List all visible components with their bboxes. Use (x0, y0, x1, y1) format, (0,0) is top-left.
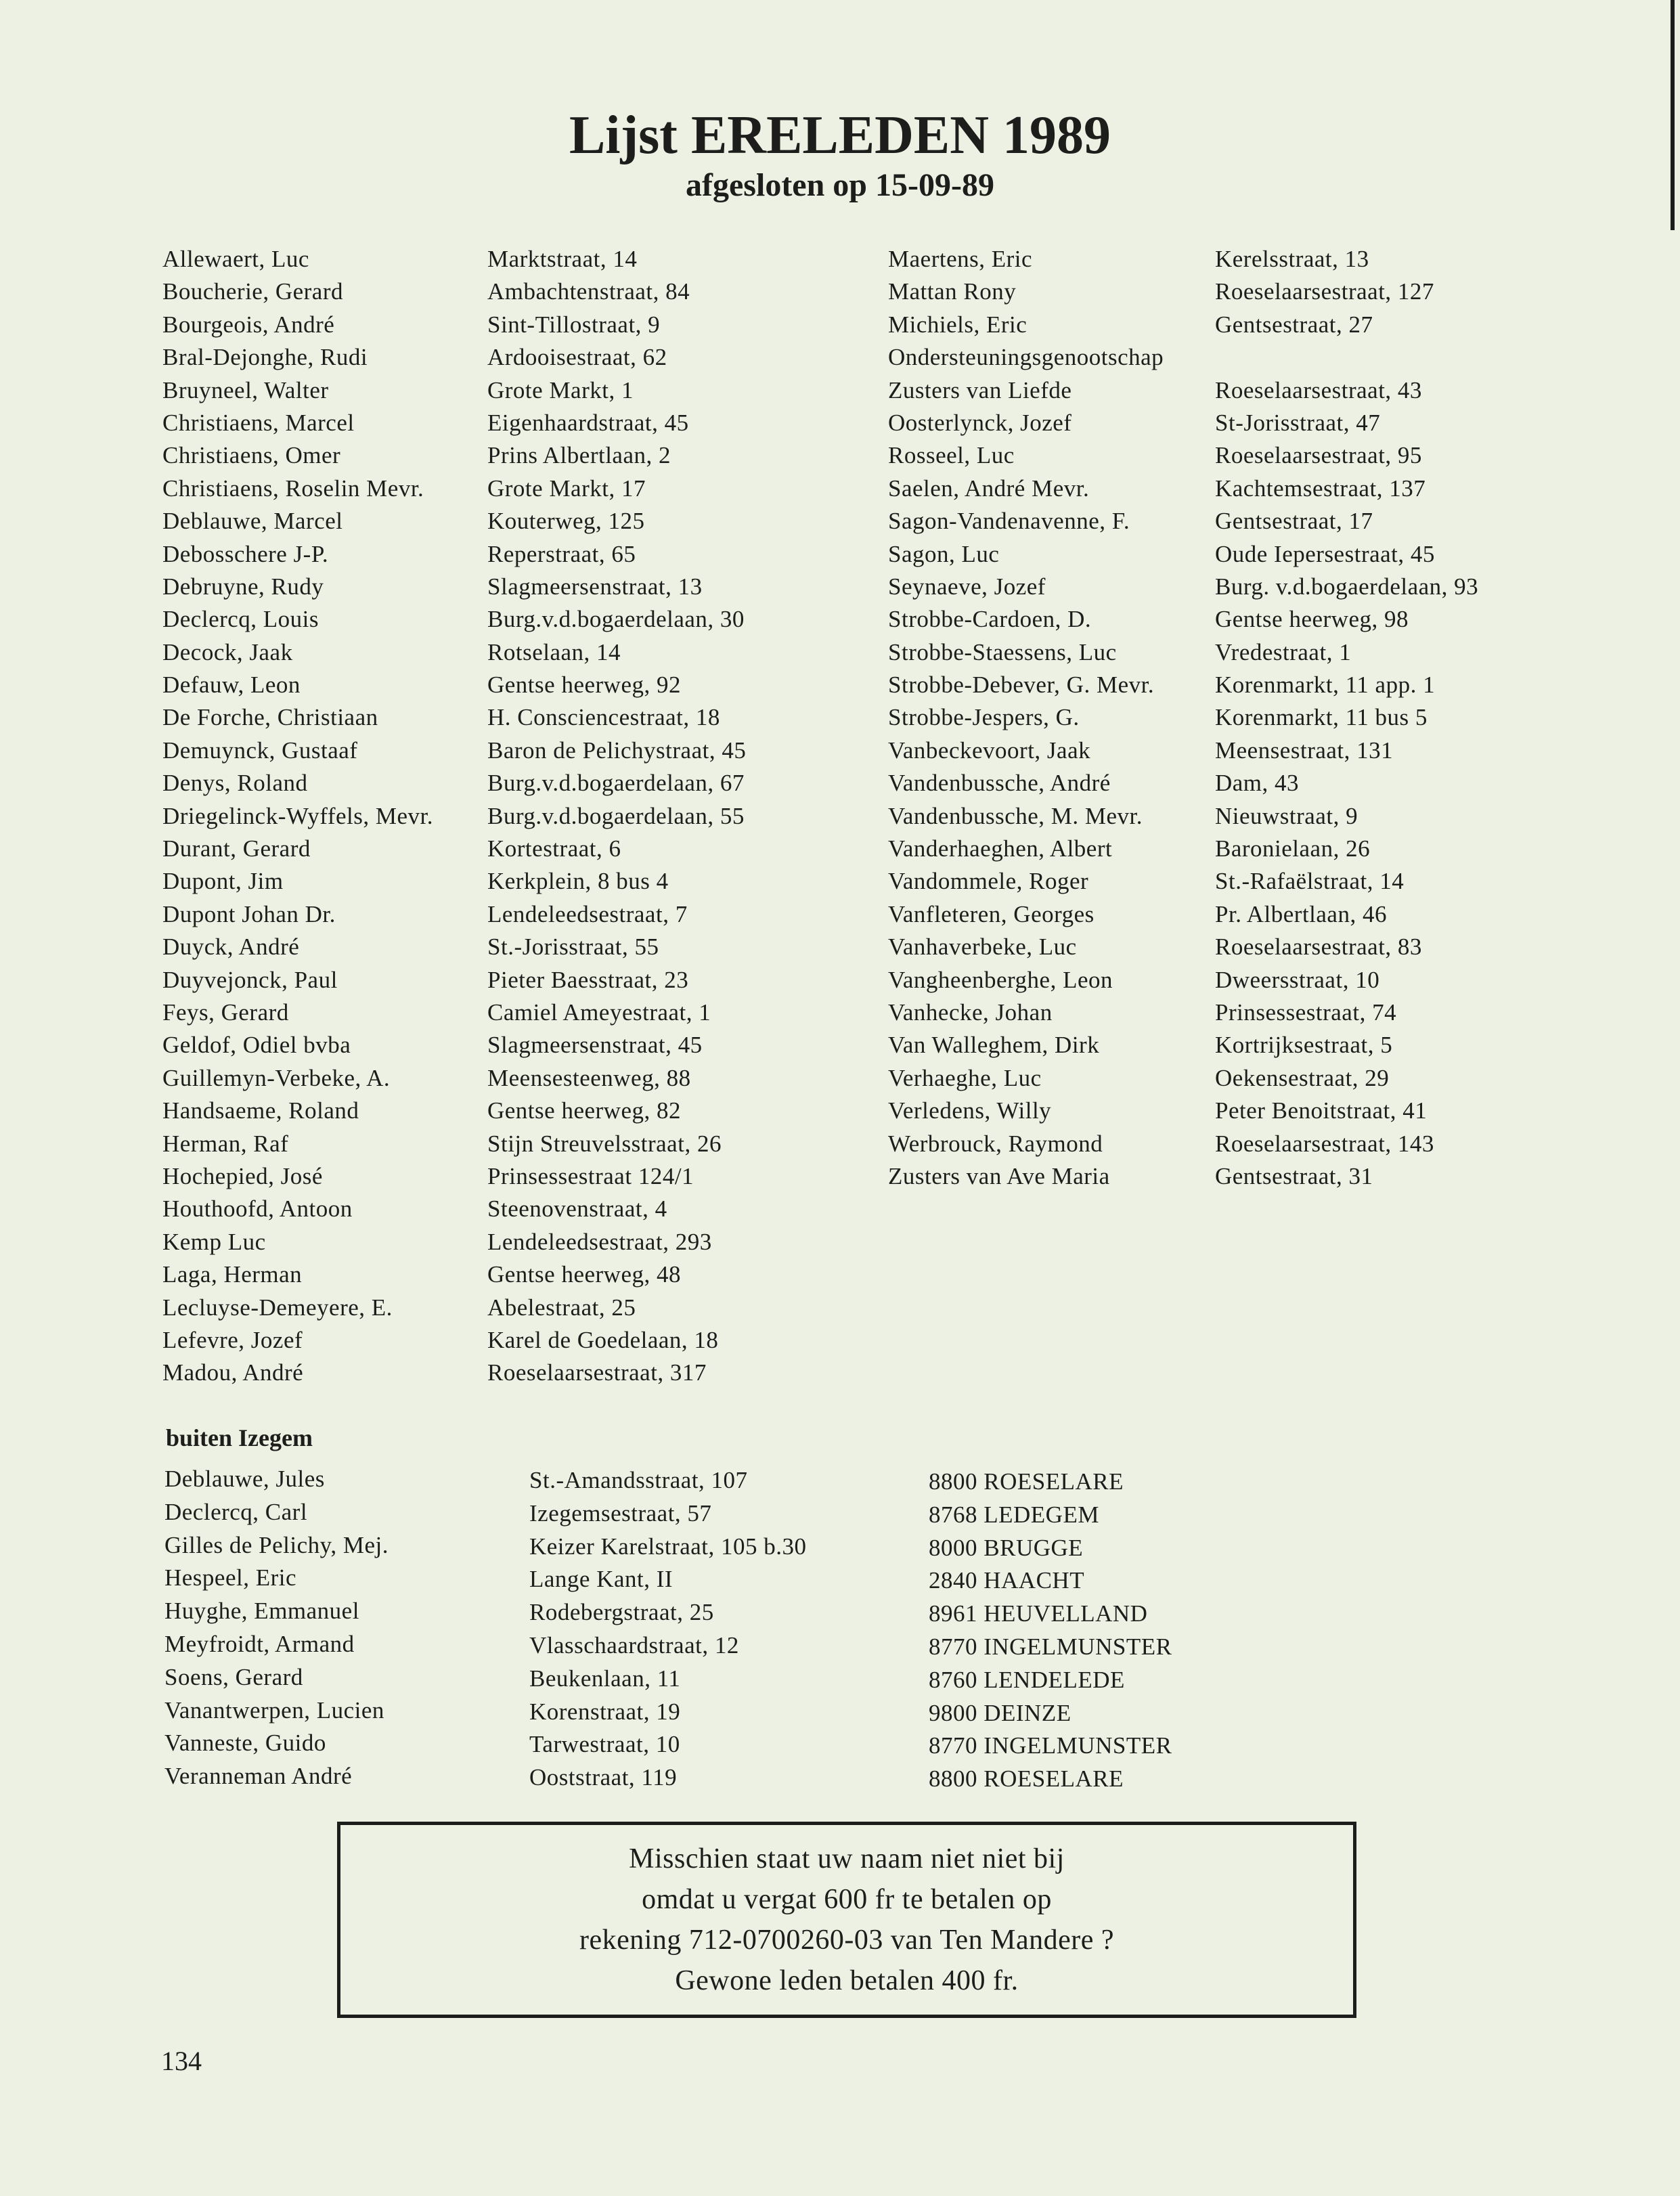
member-name: Van Walleghem, Dirk (888, 1032, 1100, 1059)
member-address: Prins Albertlaan, 2 (487, 442, 671, 469)
member-name: Deblauwe, Marcel (162, 508, 343, 535)
member-name: Hochepied, José (162, 1162, 323, 1189)
notice-line: Misschien staat uw naam niet niet bij (629, 1843, 1065, 1874)
member-name: Maertens, Eric (888, 246, 1033, 272)
outside-member-name: Deblauwe, Jules (164, 1466, 325, 1492)
member-address: Slagmeersenstraat, 13 (487, 573, 703, 600)
outside-member-name: Hespeel, Eric (164, 1564, 297, 1591)
outside-member-name: Vanneste, Guido (164, 1730, 326, 1757)
member-name: Verledens, Willy (888, 1097, 1052, 1124)
member-address: Meensestraat, 131 (1215, 737, 1394, 764)
member-address: Karel de Goedelaan, 18 (487, 1326, 719, 1353)
notice-line: omdat u vergat 600 fr te betalen op (642, 1884, 1052, 1915)
member-address: Grote Markt, 17 (487, 475, 646, 502)
members-names-column-2 (888, 243, 1164, 1193)
member-name: Michiels, Eric (888, 311, 1027, 338)
member-address: Gentse heerweg, 98 (1215, 606, 1409, 633)
member-address: Peter Benoitstraat, 41 (1215, 1097, 1428, 1124)
page-subtitle: afgesloten op 15-09-89 (686, 167, 994, 203)
member-name: Debruyne, Rudy (162, 573, 324, 600)
outside-member-city: 8768 LEDEGEM (929, 1501, 1099, 1528)
member-address: Lendeleedsestraat, 293 (487, 1228, 712, 1255)
notice-line: rekening 712-0700260-03 van Ten Mandere ? (579, 1925, 1115, 1956)
member-address: Gentse heerweg, 82 (487, 1097, 681, 1124)
member-name: Christiaens, Roselin Mevr. (162, 475, 424, 502)
member-address: Gentsestraat, 17 (1215, 508, 1373, 535)
section-heading-outside: buiten Izegem (166, 1424, 313, 1451)
member-name: Madou, André (162, 1359, 304, 1386)
member-name: Strobbe-Debever, G. Mevr. (888, 672, 1155, 699)
member-name: Strobbe-Jespers, G. (888, 704, 1080, 731)
outside-member-city: 8760 LENDELEDE (929, 1666, 1125, 1693)
member-address: Camiel Ameyestraat, 1 (487, 998, 711, 1026)
member-name: Denys, Roland (162, 770, 308, 797)
member-address: Kerkplein, 8 bus 4 (487, 868, 669, 895)
member-address: Ardooisestraat, 62 (487, 344, 667, 371)
member-name: Lefevre, Jozef (162, 1326, 303, 1353)
page-title: Lijst ERELEDEN 1989 (569, 106, 1111, 165)
member-address: Abelestraat, 25 (487, 1294, 636, 1321)
outside-member-name: Gilles de Pelichy, Mej. (164, 1531, 389, 1558)
outside-member-name: Vanantwerpen, Lucien (164, 1696, 384, 1723)
member-address: Gentse heerweg, 92 (487, 672, 681, 699)
member-address: St.-Jorisstraat, 55 (487, 934, 659, 961)
member-name: Ondersteuningsgenootschap (888, 344, 1164, 371)
member-address: Kortestraat, 6 (487, 835, 621, 862)
member-name: Demuynck, Gustaaf (162, 737, 358, 764)
outside-member-address: Vlasschaardstraat, 12 (529, 1631, 739, 1659)
member-address: Gentsestraat, 27 (1215, 311, 1373, 338)
member-name: Duyck, André (162, 934, 300, 961)
outside-member-address: Rodebergstraat, 25 (529, 1599, 714, 1626)
member-name: Guillemyn-Verbeke, A. (162, 1064, 391, 1091)
outside-member-name: Declercq, Carl (164, 1498, 308, 1525)
member-address: Baronielaan, 26 (1215, 835, 1371, 862)
outside-member-city: 8770 INGELMUNSTER (929, 1633, 1172, 1660)
member-name: Vanhecke, Johan (888, 998, 1053, 1026)
member-name: Vanbeckevoort, Jaak (888, 737, 1091, 764)
member-address: Kouterweg, 125 (487, 508, 645, 535)
member-address: Roeselaarsestraat, 127 (1215, 278, 1434, 305)
outside-member-city: 8800 ROESELARE (929, 1765, 1124, 1793)
member-address: Rotselaan, 14 (487, 638, 621, 665)
member-name: Strobbe-Staessens, Luc (888, 638, 1117, 665)
member-name: Handsaeme, Roland (162, 1097, 359, 1124)
outside-member-address: Keizer Karelstraat, 105 b.30 (529, 1533, 807, 1560)
member-name: Debosschere J-P. (162, 540, 329, 567)
member-address: Sint-Tillostraat, 9 (487, 311, 661, 338)
outside-member-address: Izegemsestraat, 57 (529, 1499, 712, 1527)
members-addresses-column-2 (1215, 243, 1478, 1193)
member-name: Zusters van Ave Maria (888, 1162, 1110, 1189)
outside-member-address: Korenstraat, 19 (529, 1698, 681, 1725)
members-addresses-column-1 (487, 243, 746, 1390)
outside-member-city: 8000 BRUGGE (929, 1534, 1084, 1561)
member-name: Zusters van Liefde (888, 376, 1072, 403)
member-address: Dam, 43 (1215, 770, 1300, 797)
member-name: Allewaert, Luc (162, 246, 309, 272)
member-address: Burg. v.d.bogaerdelaan, 93 (1215, 573, 1479, 600)
member-address: Steenovenstraat, 4 (487, 1195, 667, 1223)
member-address: Oekensestraat, 29 (1215, 1064, 1390, 1091)
member-name: De Forche, Christiaan (162, 704, 378, 731)
member-name: Bral-Dejonghe, Rudi (162, 344, 368, 371)
member-address: Roeselaarsestraat, 43 (1215, 376, 1422, 403)
page-number: 134 (161, 2046, 202, 2076)
outside-member-address: Lange Kant, II (529, 1566, 673, 1593)
member-address: Reperstraat, 65 (487, 540, 636, 567)
member-address: Roeselaarsestraat, 317 (487, 1359, 707, 1386)
member-name: Houthoofd, Antoon (162, 1195, 353, 1223)
member-name: Rosseel, Luc (888, 442, 1015, 469)
member-address: Burg.v.d.bogaerdelaan, 55 (487, 802, 745, 829)
member-address: Kerelsstraat, 13 (1215, 246, 1369, 272)
member-name: Durant, Gerard (162, 835, 311, 862)
member-address: Kachtemsestraat, 137 (1215, 475, 1426, 502)
member-name: Werbrouck, Raymond (888, 1130, 1103, 1157)
member-address: Grote Markt, 1 (487, 376, 634, 403)
outside-member-name: Huyghe, Emmanuel (164, 1598, 359, 1625)
members-names-column-1 (162, 243, 433, 1390)
payment-notice-box (337, 1822, 1356, 2018)
member-address: Prinsessestraat, 74 (1215, 998, 1397, 1026)
member-address: Pieter Baesstraat, 23 (487, 966, 689, 993)
member-name: Saelen, André Mevr. (888, 475, 1090, 502)
outside-member-address: Tarwestraat, 10 (529, 1731, 680, 1758)
member-name: Vandenbussche, M. Mevr. (888, 802, 1143, 829)
member-name: Lecluyse-Demeyere, E. (162, 1294, 393, 1321)
member-address: Marktstraat, 14 (487, 246, 638, 272)
member-name: Christiaens, Marcel (162, 409, 355, 436)
outside-member-name: Soens, Gerard (164, 1663, 303, 1690)
member-name: Verhaeghe, Luc (888, 1064, 1042, 1091)
member-name: Herman, Raf (162, 1130, 289, 1157)
member-address: St-Jorisstraat, 47 (1215, 409, 1381, 436)
outside-cities-column (929, 1466, 1172, 1796)
member-name: Bruyneel, Walter (162, 376, 329, 403)
member-address: Nieuwstraat, 9 (1215, 802, 1358, 829)
outside-member-name: Meyfroidt, Armand (164, 1630, 355, 1657)
member-name: Seynaeve, Jozef (888, 573, 1046, 600)
member-name: Oosterlynck, Jozef (888, 409, 1072, 436)
member-address: Roeselaarsestraat, 83 (1215, 934, 1422, 961)
member-name: Geldof, Odiel bvba (162, 1032, 351, 1059)
member-address: Gentse heerweg, 48 (487, 1261, 681, 1288)
member-address: Korenmarkt, 11 app. 1 (1215, 672, 1436, 699)
member-name: Sagon-Vandenavenne, F. (888, 508, 1130, 535)
member-name: Dupont, Jim (162, 868, 284, 895)
member-address: Slagmeersenstraat, 45 (487, 1032, 703, 1059)
outside-member-city: 8961 HEUVELLAND (929, 1600, 1148, 1627)
member-address: Dweersstraat, 10 (1215, 966, 1380, 993)
member-address: Prinsessestraat 124/1 (487, 1162, 694, 1189)
member-address: Stijn Streuvelsstraat, 26 (487, 1130, 722, 1157)
member-address: Korenmarkt, 11 bus 5 (1215, 704, 1428, 731)
member-name: Vandenbussche, André (888, 770, 1111, 797)
member-name: Vanfleteren, Georges (888, 900, 1095, 927)
member-name: Vangheenberghe, Leon (888, 966, 1113, 993)
member-address: Burg.v.d.bogaerdelaan, 67 (487, 770, 745, 797)
member-name: Vanderhaeghen, Albert (888, 835, 1113, 862)
member-name: Driegelinck-Wyffels, Mevr. (162, 802, 433, 829)
member-address: Roeselaarsestraat, 95 (1215, 442, 1422, 469)
outside-member-city: 8800 ROESELARE (929, 1468, 1124, 1495)
member-name: Dupont Johan Dr. (162, 900, 336, 927)
notice-line: Gewone leden betalen 400 fr. (675, 1965, 1019, 1996)
member-name: Defauw, Leon (162, 672, 301, 699)
outside-member-city: 2840 HAACHT (929, 1567, 1085, 1594)
outside-names-column (164, 1463, 389, 1793)
outside-member-address: Ooststraat, 119 (529, 1764, 678, 1791)
member-name: Laga, Herman (162, 1261, 303, 1288)
member-address: Eigenhaardstraat, 45 (487, 409, 689, 436)
member-address (1215, 341, 1478, 374)
member-name: Christiaens, Omer (162, 442, 341, 469)
member-address: St.-Rafaëlstraat, 14 (1215, 868, 1405, 895)
outside-member-address: St.-Amandsstraat, 107 (529, 1467, 748, 1493)
member-name: Kemp Luc (162, 1228, 266, 1255)
member-address: H. Consciencestraat, 18 (487, 704, 720, 731)
member-address: Oude Iepersestraat, 45 (1215, 540, 1435, 567)
member-address: Kortrijksestraat, 5 (1215, 1032, 1393, 1059)
member-name: Strobbe-Cardoen, D. (888, 606, 1092, 633)
member-name: Vanhaverbeke, Luc (888, 934, 1077, 961)
outside-member-city: 8770 INGELMUNSTER (929, 1732, 1172, 1759)
member-address: Meensesteenweg, 88 (487, 1064, 691, 1091)
member-name: Boucherie, Gerard (162, 278, 343, 305)
member-address: Baron de Pelichystraat, 45 (487, 737, 747, 764)
member-name: Vandommele, Roger (888, 868, 1089, 895)
outside-member-name: Veranneman André (164, 1763, 353, 1790)
member-name: Bourgeois, André (162, 311, 335, 338)
outside-member-address: Beukenlaan, 11 (529, 1665, 681, 1692)
member-address: Gentsestraat, 31 (1215, 1162, 1373, 1189)
member-name: Feys, Gerard (162, 998, 289, 1026)
member-address: Vredestraat, 1 (1215, 638, 1352, 665)
member-name: Declercq, Louis (162, 606, 319, 633)
member-name: Duyvejonck, Paul (162, 966, 338, 993)
member-name: Mattan Rony (888, 278, 1017, 305)
member-address: Pr. Albertlaan, 46 (1215, 900, 1387, 927)
member-address: Ambachtenstraat, 84 (487, 278, 690, 305)
outside-member-city: 9800 DEINZE (929, 1699, 1071, 1726)
outside-addresses-column (529, 1464, 807, 1795)
member-name: Sagon, Luc (888, 540, 1000, 567)
member-address: Roeselaarsestraat, 143 (1215, 1130, 1434, 1157)
member-address: Lendeleedsestraat, 7 (487, 900, 688, 927)
member-name: Decock, Jaak (162, 638, 293, 665)
member-address: Burg.v.d.bogaerdelaan, 30 (487, 606, 745, 633)
